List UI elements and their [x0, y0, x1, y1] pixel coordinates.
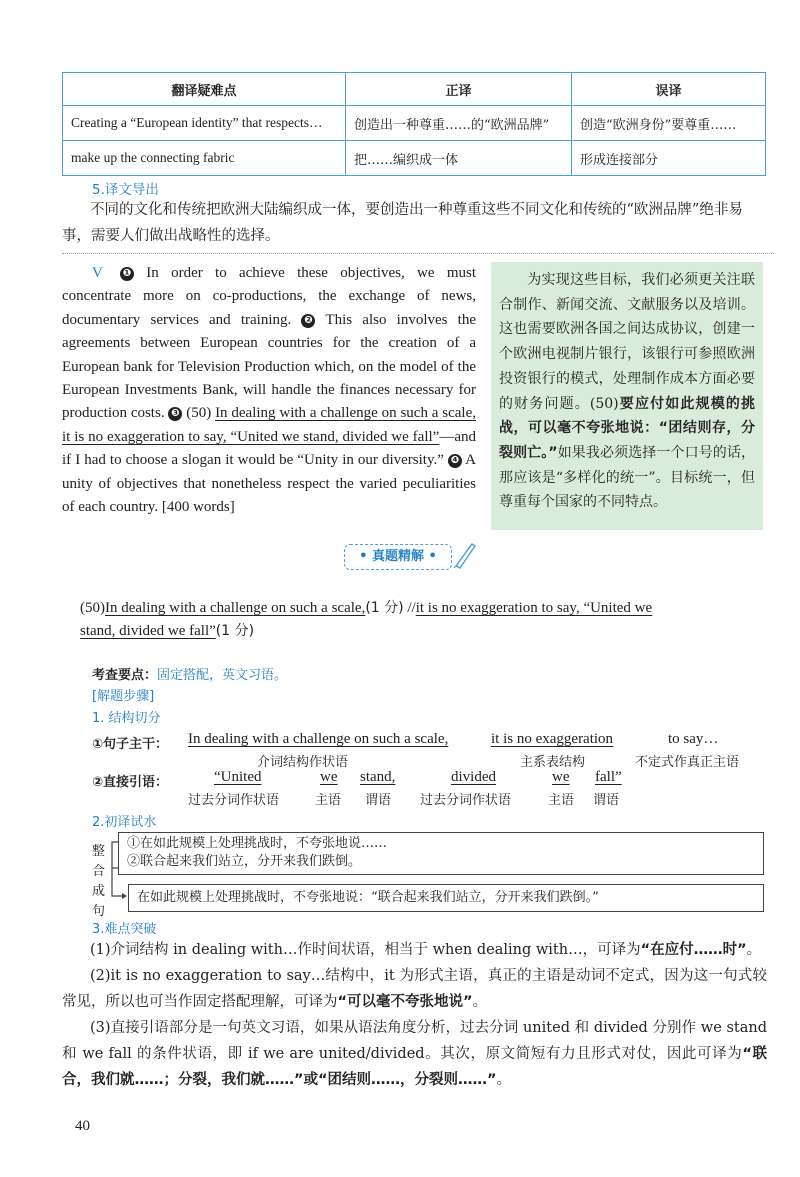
sentence-3-underlined: In dealing with a challenge on such a scale, it is no exaggeration to say, “United we stand, divided we fall”: [62, 405, 476, 445]
quote-word: fall”: [595, 769, 622, 785]
merge-char: 整: [92, 844, 106, 859]
word-count: [400 words]: [161, 499, 235, 516]
question-number: (50): [186, 405, 212, 422]
main-note-2: 主系表结构: [520, 755, 586, 770]
quote-word: “United: [214, 769, 262, 785]
table-cell: Creating a “European identity” that respects…: [63, 106, 346, 141]
table-row: [63, 141, 766, 176]
table-header-row: [63, 73, 766, 106]
draft-line: ②联合起来我们站立，分开来我们跌倒。: [127, 854, 362, 869]
question-part1: In dealing with a challenge on such a scale,: [105, 600, 366, 616]
difficulty-table: [62, 72, 766, 176]
section5-title: 5.译文导出: [92, 182, 159, 198]
point-text: 。: [746, 942, 762, 958]
quote-note: 主语: [548, 793, 575, 808]
translation-num: (50): [589, 395, 619, 412]
step3-title: 3.难点突破: [92, 922, 157, 937]
key-points-value: 固定搭配，英文习语。: [157, 668, 288, 683]
main-part-1: In dealing with a challenge on such a scale,: [188, 731, 449, 747]
english-passage: [62, 262, 476, 519]
table-cell: 创造出一种尊重……的“欧洲品牌”: [346, 106, 572, 141]
divider: [62, 253, 774, 254]
main-note-1: 介词结构作状语: [257, 755, 349, 770]
question-line-2: [80, 620, 254, 640]
main-part-3: to say…: [668, 731, 719, 747]
key-points: [92, 664, 287, 683]
question-score1: (1 分): [365, 600, 404, 616]
quote-word: we: [552, 769, 570, 785]
quote-word: stand,: [360, 769, 396, 785]
quote-note: 过去分词作状语: [188, 793, 280, 808]
pen-icon: [452, 540, 478, 570]
question-line-1: [80, 597, 652, 617]
main-label: ①句子主干：: [92, 737, 169, 752]
merge-char: 成: [92, 884, 106, 899]
table-header: 误译: [572, 73, 766, 106]
question-part2a: it is no exaggeration to say, “United we: [415, 600, 653, 616]
translation-post: 如果我必须选择一个口号的话，那应该是“多样化的统一”。目标统一，但尊重每个国家的不同特点。: [499, 444, 756, 511]
quote-note: 谓语: [593, 793, 620, 808]
point-bold: “可以毫不夸张地说”: [337, 994, 473, 1010]
translation-pre: 为实现这些目标，我们必须更关注联合制作、新闻交流、文献服务以及培训。这也需要欧洲各国之间达成协议，创建一个欧洲电视制片银行，该银行可参照欧洲投资银行的模式，处理制作成本方面必要的财务问题。: [499, 272, 755, 412]
sentence-marker: ❶: [120, 267, 134, 281]
quote-note: 过去分词作状语: [420, 793, 512, 808]
question-part2b: stand, divided we fall”: [80, 623, 216, 639]
difficulty-point-1: [62, 937, 767, 963]
translation-box: [491, 262, 763, 530]
step2-title: 2.初译试水: [92, 815, 157, 830]
main-part-2: it is no exaggeration: [491, 731, 614, 747]
draft-line: ①在如此规模上处理挑战时，不夸张地说……: [127, 836, 388, 851]
step1-title: 1. 结构切分: [92, 711, 161, 726]
table-cell: 形成连接部分: [572, 141, 766, 176]
translation-bold: 要应付如此规模的挑战，可以毫不夸张地说：“团结则存，分裂则亡。”: [499, 395, 756, 461]
sentence-1: In order to achieve these objectives, we must concentrate more on co-productions, the exchange of news, documentary services and training.: [62, 265, 477, 328]
sentence-marker: ❹: [448, 454, 462, 468]
sentence-marker: ❸: [168, 407, 182, 421]
table-row: [63, 106, 766, 141]
table-cell: 把……编织成一体: [346, 141, 572, 176]
quote-label: ②直接引语：: [92, 775, 169, 790]
quote-note: 主语: [315, 793, 342, 808]
page-number: 40: [75, 1118, 90, 1134]
point-text: 。: [472, 994, 488, 1010]
question-score2: (1 分): [215, 623, 255, 639]
merge-arrow-icon: [104, 838, 130, 902]
difficulty-point-2: [62, 963, 767, 1015]
point-bold: “在应付……时”: [640, 942, 747, 958]
point-text: 。: [496, 1072, 512, 1088]
sentence-4: A unity of objectives that nonetheless respect the varied peculiarities of each country.: [62, 452, 476, 516]
merged-box: [128, 884, 764, 912]
section5-text: 不同的文化和传统把欧洲大陆编织成一体，要创造出一种尊重这些不同文化和传统的“欧洲品牌”绝非易事，需要人们做出战略性的选择。: [62, 202, 743, 244]
section-badge: [344, 544, 452, 570]
key-points-label: 考查要点：: [92, 668, 158, 683]
merge-char: 合: [92, 864, 106, 879]
steps-title: [解题步骤]: [92, 689, 155, 704]
quote-word: we: [320, 769, 338, 785]
question-sep: //: [407, 600, 416, 616]
sentence-marker: ❷: [301, 314, 315, 328]
badge-label: • 真题精解 •: [359, 549, 437, 564]
sentence-2: This also involves the agreements between European countries for the creation of a European bank for Television Production which, on the model of the European Investments Bank, will handle the finances necessary for production costs.: [62, 311, 476, 422]
quote-word: divided: [451, 769, 496, 785]
sentence-3-rest: —and if I had to choose a slogan it would be “Unity in our diversity.”: [62, 428, 476, 469]
merge-char: 句: [92, 904, 106, 919]
table-cell: make up the connecting fabric: [63, 141, 346, 176]
point-bold: “联合，我们就……；分裂，我们就……”或“团结则……，分裂则……”: [62, 1046, 767, 1088]
question-num: (50): [80, 600, 105, 616]
merged-sentence: 在如此规模上处理挑战时，不夸张地说：“联合起来我们站立，分开来我们跌倒。”: [137, 890, 599, 905]
point-text: (2)it is no exaggeration to say…结构中，it 为形式主语，真正的主语是动词不定式，因为这一句式较常见，所以也可当作固定搭配理解，可译为: [62, 968, 767, 1010]
point-text: (1)介词结构 in dealing with…作时间状语，相当于 when dealing with…，可译为: [90, 942, 641, 958]
draft-box: [118, 832, 764, 875]
point-text: (3)直接引语部分是一句英文习语，如果从语法角度分析，过去分词 united 和 divided 分别作 we stand 和 we fall 的条件状语，即 if we are united/divided。其次，原文简短有力且形式对仗，因此可译为: [62, 1020, 767, 1062]
difficulty-point-3: [62, 1015, 767, 1093]
table-cell: 创造“欧洲身份”要尊重……: [572, 106, 766, 141]
table-header: 正译: [346, 73, 572, 106]
quote-note: 谓语: [365, 793, 392, 808]
main-note-3: 不定式作真正主语: [635, 755, 740, 770]
paragraph-roman: V: [92, 265, 103, 281]
table-header: 翻译疑难点: [63, 73, 346, 106]
